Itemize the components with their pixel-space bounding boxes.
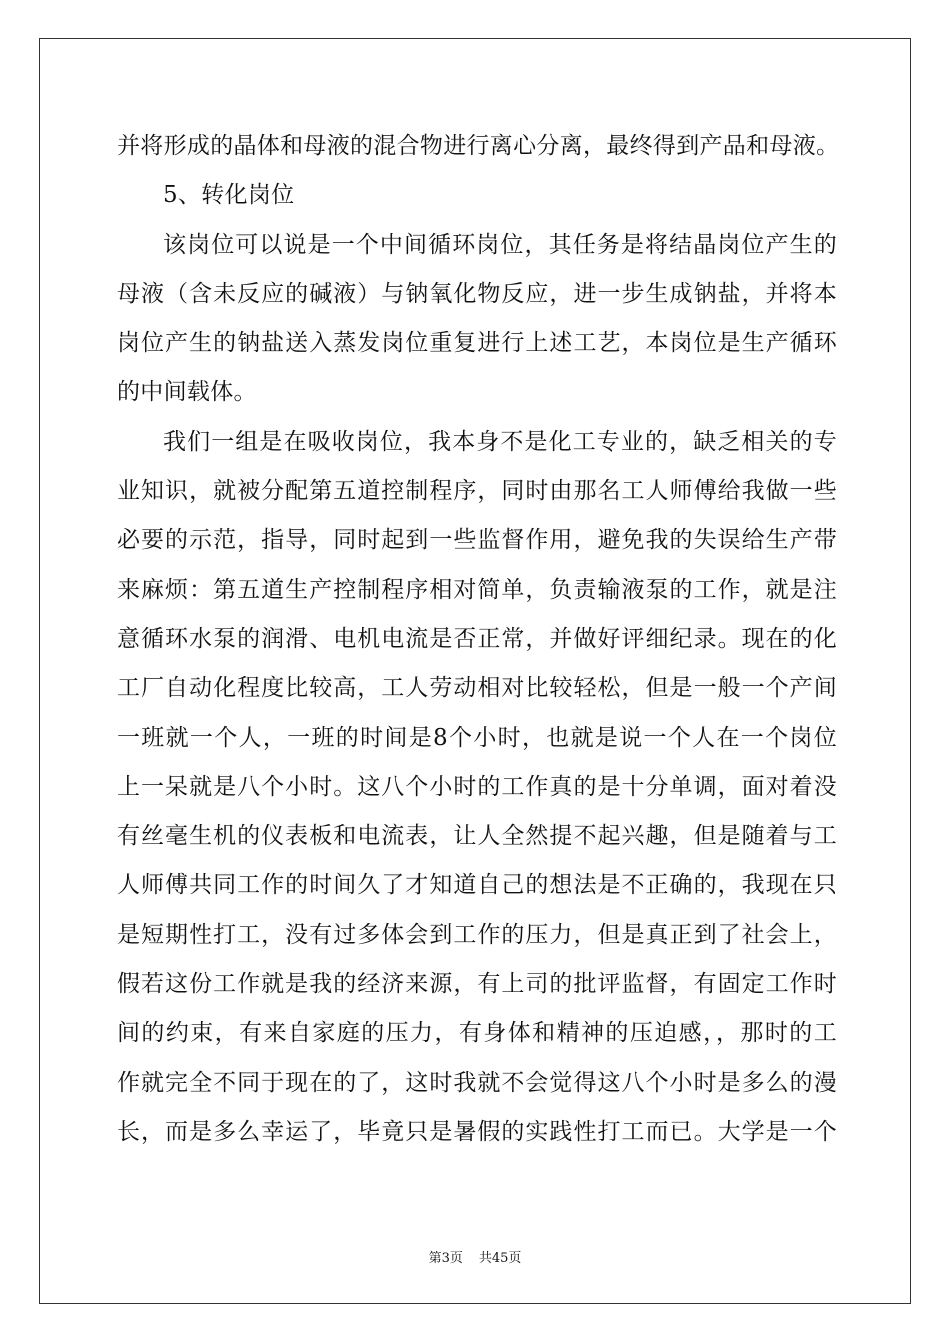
text-line: 我们一组是在吸收岗位，我本身不是化工专业的，缺乏相关的专 <box>163 428 837 455</box>
text-line: 是短期性打工，没有过多体会到工作的压力，但是真正到了社会上， <box>117 921 837 948</box>
text-line: 意循环水泵的润滑、电机电流是否正常，并做好评细纪录。现在的化 <box>117 625 837 652</box>
text-line: 岗位产生的钠盐送入蒸发岗位重复进行上述工艺，本岗位是生产循环 <box>117 330 837 357</box>
total-pages: 共45页 <box>478 1251 522 1266</box>
text-line: 人师傅共同工作的时间久了才知道自己的想法是不正确的，我现在只 <box>117 872 837 899</box>
text-line: 作就完全不同于现在的了，这时我就不会觉得这八个小时是多么的漫 <box>117 1069 837 1096</box>
text-line: 长，而是多么幸运了，毕竟只是暑假的实践性打工而已。大学是一个 <box>117 1118 837 1145</box>
page-footer <box>0 1247 950 1266</box>
text-line: 上一呆就是八个小时。这八个小时的工作真的是十分单调，面对着没 <box>117 773 837 800</box>
text-line: 有丝毫生机的仪表板和电流表，让人全然提不起兴趣，但是随着与工 <box>117 823 837 850</box>
text-line: 来麻烦：第五道生产控制程序相对简单，负责输液泵的工作，就是注 <box>117 576 837 603</box>
text-line: 假若这份工作就是我的经济来源，有上司的批评监督，有固定工作时 <box>117 971 837 998</box>
text-line: 业知识，就被分配第五道控制程序，同时由那名工人师傅给我做一些 <box>117 478 837 505</box>
page-number: 第3页 <box>428 1251 463 1266</box>
section-heading: 5、转化岗位 <box>163 182 295 209</box>
text-line: 并将形成的晶体和母液的混合物进行离心分离，最终得到产品和母液。 <box>117 133 840 159</box>
text-line: 该岗位可以说是一个中间循环岗位，其任务是将结晶岗位产生的 <box>163 231 837 258</box>
text-line: 必要的示范，指导，同时起到一些监督作用，避免我的失误给生产带 <box>117 527 837 554</box>
text-line: 工厂自动化程度比较高，工人劳动相对比较轻松，但是一般一个产间 <box>117 675 837 702</box>
text-line: 间的约束，有来自家庭的压力，有身体和精神的压迫感，，那时的工 <box>117 1020 837 1047</box>
document-body <box>117 122 840 1157</box>
text-line: 的中间载体。 <box>117 379 257 406</box>
text-line: 一班就一个人，一班的时间是8个小时，也就是说一个人在一个岗位 <box>117 724 837 751</box>
text-line: 母液（含未反应的碱液）与钠氧化物反应，进一步生成钠盐，并将本 <box>117 280 837 307</box>
